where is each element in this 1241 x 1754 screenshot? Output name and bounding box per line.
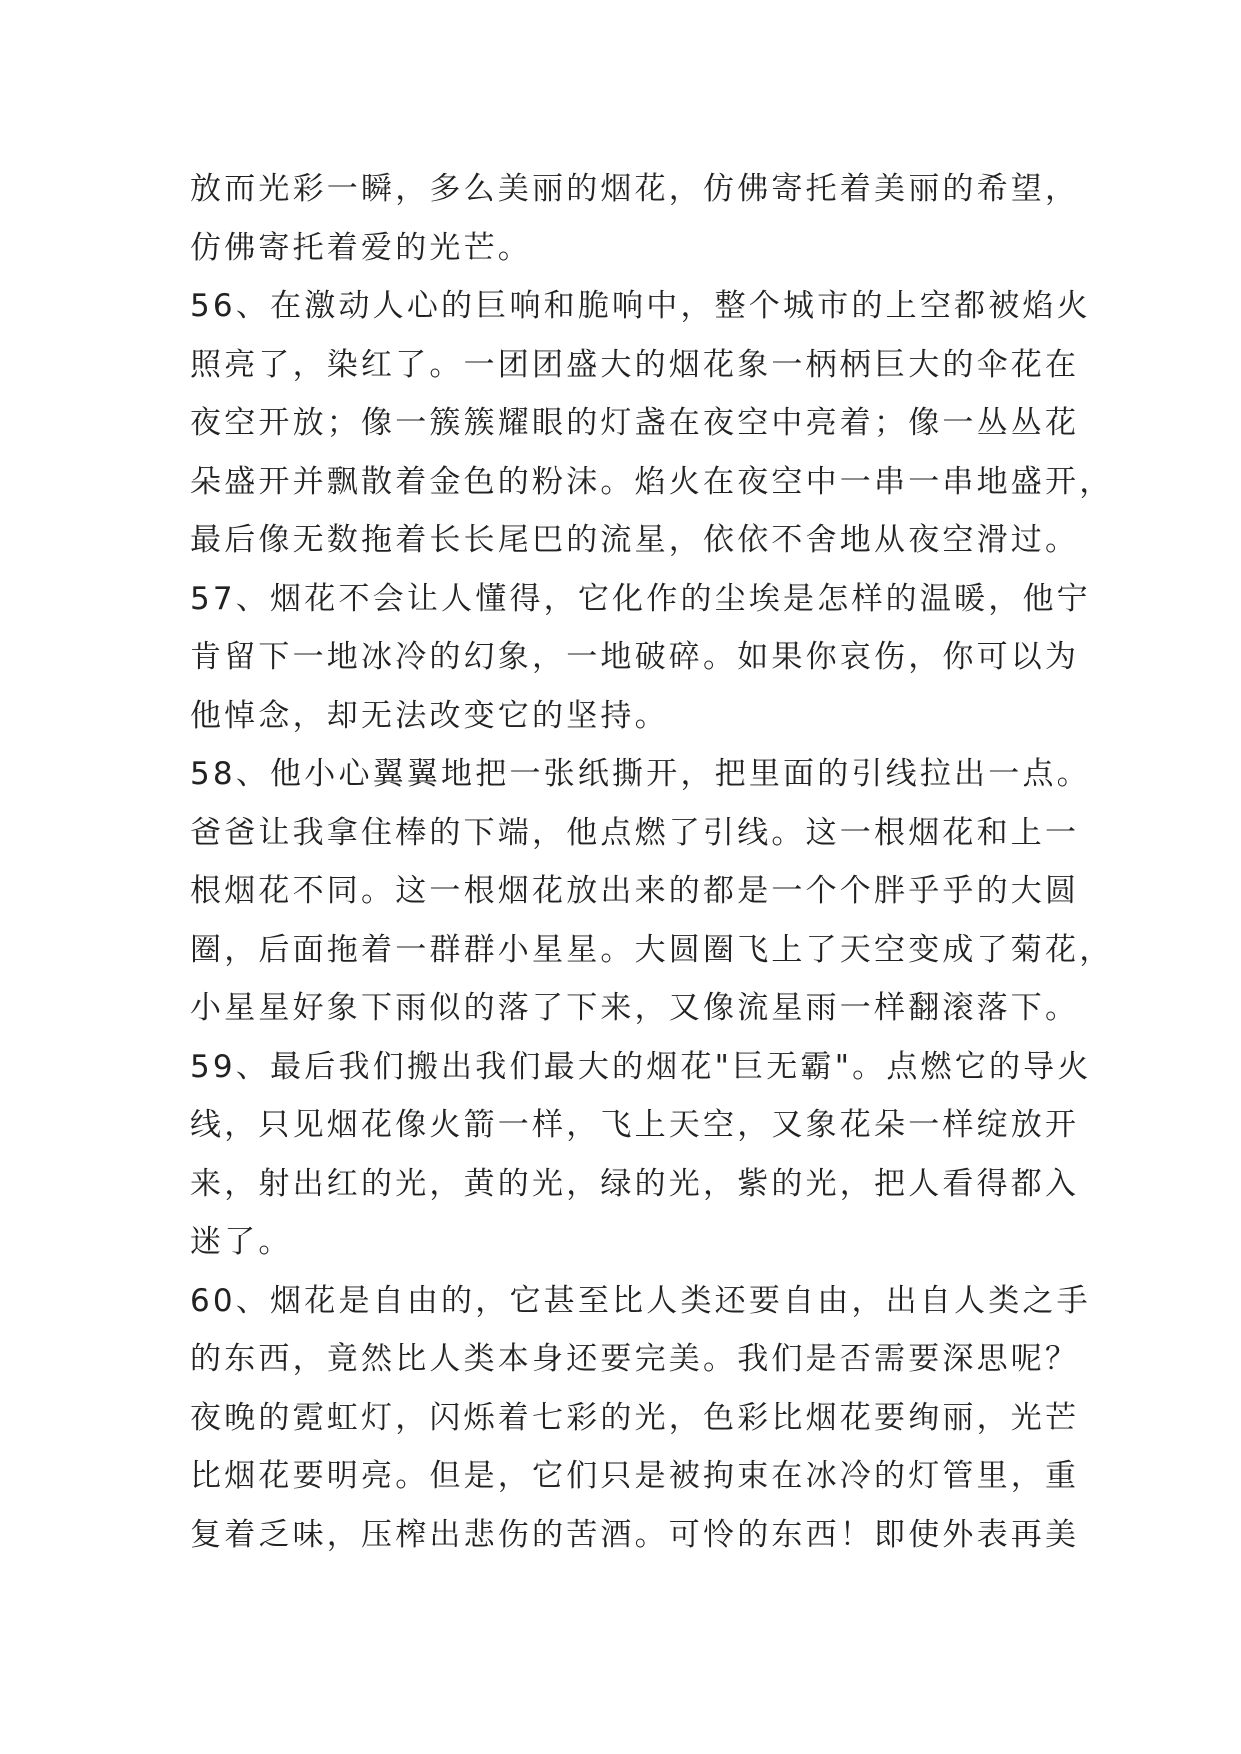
text-line: 的东西，竟然比人类本身还要完美。我们是否需要深思呢？	[190, 1341, 1080, 1377]
text-line: 肯留下一地冰冷的幻象，一地破碎。如果你哀伤，你可以为	[190, 639, 1080, 675]
text-line: 根烟花不同。这一根烟花放出来的都是一个个胖乎乎的大圆	[190, 873, 1080, 909]
text-line: 57、烟花不会让人懂得，它化作的尘埃是怎样的温暖，他宁	[190, 580, 1091, 617]
text-line: 照亮了，染红了。一团团盛大的烟花象一柄柄巨大的伞花在	[190, 346, 1080, 383]
text-line: 56、在激动人心的巨响和脆响中，整个城市的上空都被焰火	[190, 288, 1091, 324]
body-text	[190, 160, 1114, 1564]
text-line: 圈，后面拖着一群群小星星。大圆圈飞上了天空变成了菊花，	[190, 931, 1114, 968]
text-line: 爸爸让我拿住棒的下端，他点燃了引线。这一根烟花和上一	[190, 814, 1080, 851]
text-line: 朵盛开并飘散着金色的粉沫。焰火在夜空中一串一串地盛开，	[190, 463, 1114, 500]
text-line: 来，射出红的光，黄的光，绿的光，紫的光，把人看得都入	[190, 1165, 1080, 1202]
text-line: 夜晚的霓虹灯，闪烁着七彩的光，色彩比烟花要绚丽，光芒	[190, 1399, 1080, 1436]
text-line: 小星星好象下雨似的落了下来，又像流星雨一样翻滚落下。	[190, 990, 1080, 1026]
text-line: 线，只见烟花像火箭一样，飞上天空，又象花朵一样绽放开	[190, 1107, 1080, 1143]
text-line: 58、他小心翼翼地把一张纸撕开，把里面的引线拉出一点。	[190, 756, 1091, 792]
text-line: 59、最后我们搬出我们最大的烟花"巨无霸"。点燃它的导火	[190, 1048, 1092, 1085]
text-line: 最后像无数拖着长长尾巴的流星，依依不舍地从夜空滑过。	[190, 522, 1080, 558]
text-line: 复着乏味，压榨出悲伤的苦酒。可怜的东西！即使外表再美	[190, 1516, 1080, 1553]
text-line: 放而光彩一瞬，多么美丽的烟花，仿佛寄托着美丽的希望，	[190, 171, 1080, 207]
text-line: 60、烟花是自由的，它甚至比人类还要自由，出自人类之手	[190, 1282, 1091, 1319]
text-line: 迷了。	[190, 1224, 293, 1260]
text-line: 仿佛寄托着爱的光芒。	[190, 229, 532, 266]
text-line: 比烟花要明亮。但是，它们只是被拘束在冰冷的灯管里，重	[190, 1458, 1080, 1494]
text-line: 他悼念，却无法改变它的坚持。	[190, 697, 669, 734]
text-line: 夜空开放；像一簇簇耀眼的灯盏在夜空中亮着；像一丛丛花	[190, 405, 1080, 441]
